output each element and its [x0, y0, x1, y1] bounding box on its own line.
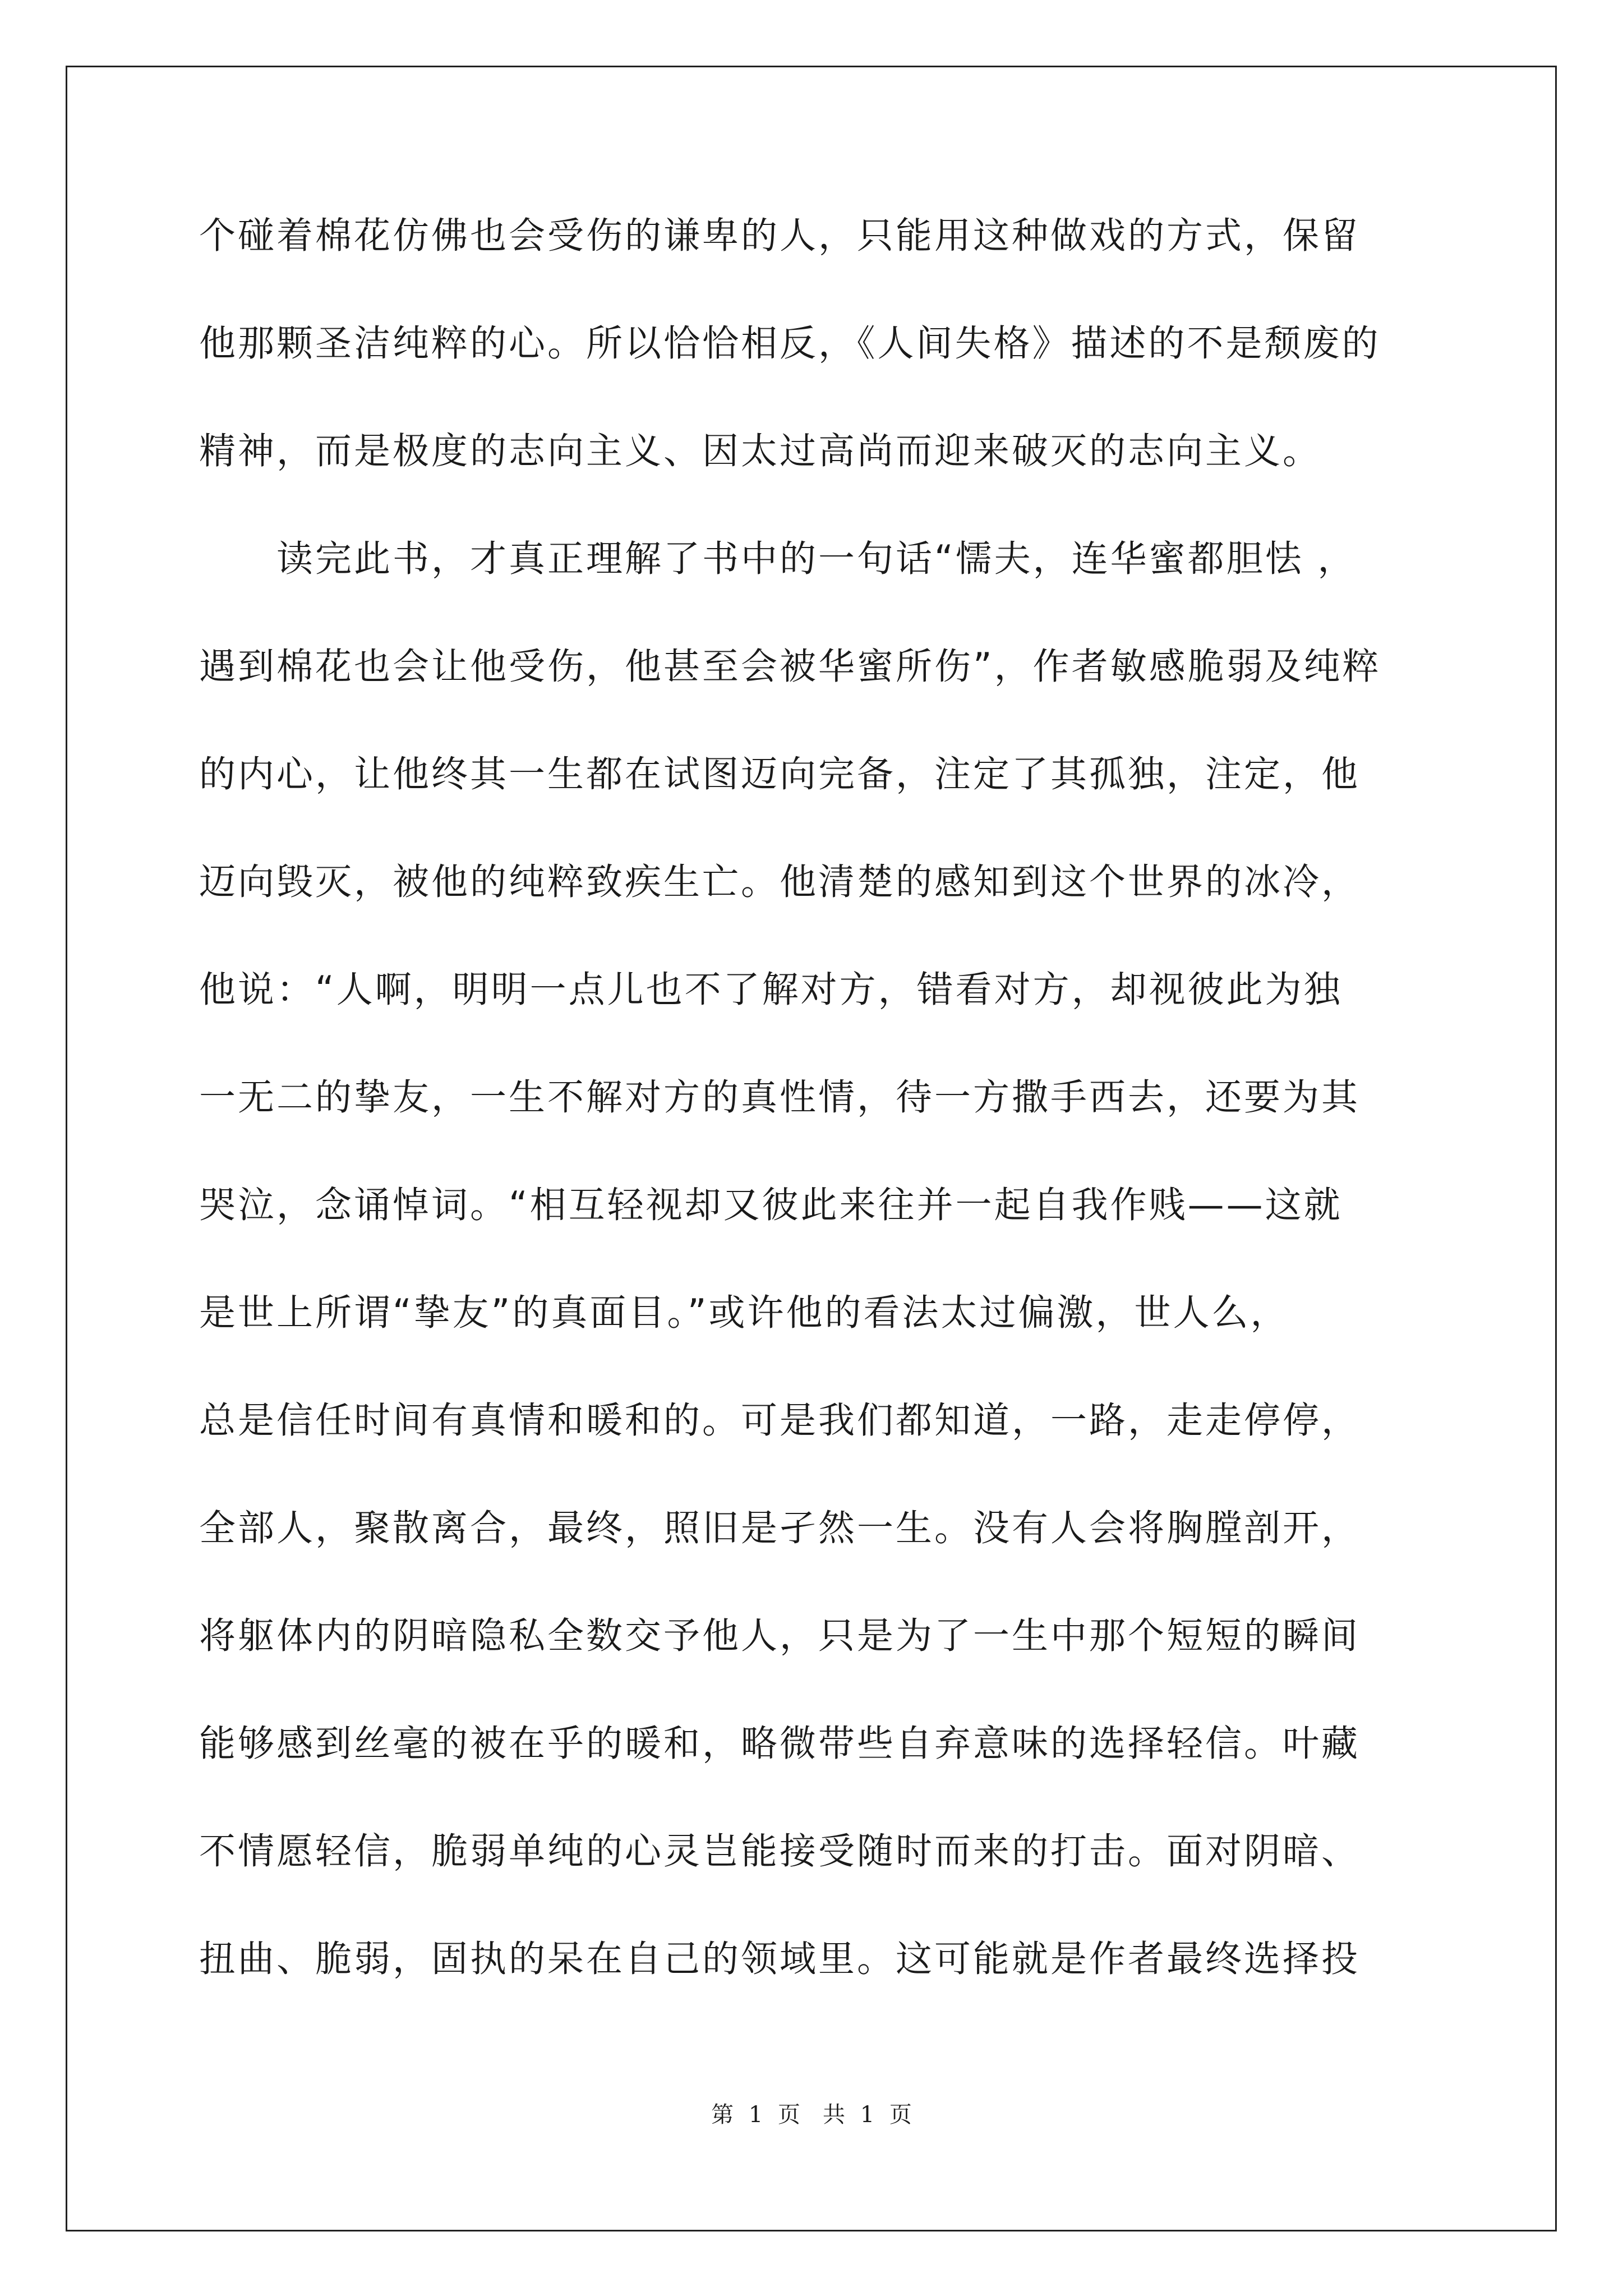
- text-line: 全部人，聚散离合，最终，照旧是孑然一生。没有人会将胸膛剖开，: [199, 1507, 1361, 1549]
- text-line: 是世上所谓“挚友”的真面目。”或许他的看法太过偏激，世人么，: [199, 1292, 1289, 1334]
- text-line: 扭曲、脆弱，固执的呆在自己的领域里。这可能就是作者最终选择投: [199, 1938, 1361, 1980]
- text-line: 哭泣，念诵悼词。“相互轻视却又彼此来往并一起自我作贱——这就: [199, 1184, 1343, 1226]
- text-line: 个碰着棉花仿佛也会受伤的谦卑的人，只能用这种做戏的方式，保留: [199, 215, 1361, 257]
- text-line: 他那颗圣洁纯粹的心。所以恰恰相反，《人间失格》描述的不是颓废的: [199, 323, 1381, 365]
- text-line: 一无二的挚友，一生不解对方的真性情，待一方撒手西去，还要为其: [199, 1076, 1361, 1119]
- text-line: 精神，而是极度的志向主义、因太过高尚而迎来破灭的志向主义。: [199, 430, 1322, 472]
- text-line: 迈向毁灭，被他的纯粹致疾生亡。他清楚的感知到这个世界的冰冷，: [199, 861, 1361, 903]
- text-line: 将躯体内的阴暗隐私全数交予他人，只是为了一生中那个短短的瞬间: [199, 1615, 1361, 1657]
- text-line: 遇到棉花也会让他受伤，他甚至会被华蜜所伤”，作者敏感脆弱及纯粹: [199, 646, 1381, 688]
- text-line: 读完此书，才真正理解了书中的一句话“懦夫，连华蜜都胆怯 ，: [276, 538, 1357, 580]
- document-body: [199, 217, 1467, 2048]
- page-number-footer: 第 1 页 共 1 页: [711, 2102, 912, 2128]
- text-line: 能够感到丝毫的被在乎的暖和，略微带些自弃意味的选择轻信。叶藏: [199, 1723, 1361, 1765]
- text-line: 的内心，让他终其一生都在试图迈向完备，注定了其孤独，注定，他: [199, 753, 1361, 795]
- text-line: 总是信任时间有真情和暖和的。可是我们都知道，一路，走走停停，: [199, 1400, 1361, 1442]
- text-line: 他说：“人啊，明明一点儿也不了解对方，错看对方，却视彼此为独: [199, 969, 1343, 1011]
- text-line: 不情愿轻信，脆弱单纯的心灵岂能接受随时而来的打击。面对阴暗、: [199, 1830, 1361, 1872]
